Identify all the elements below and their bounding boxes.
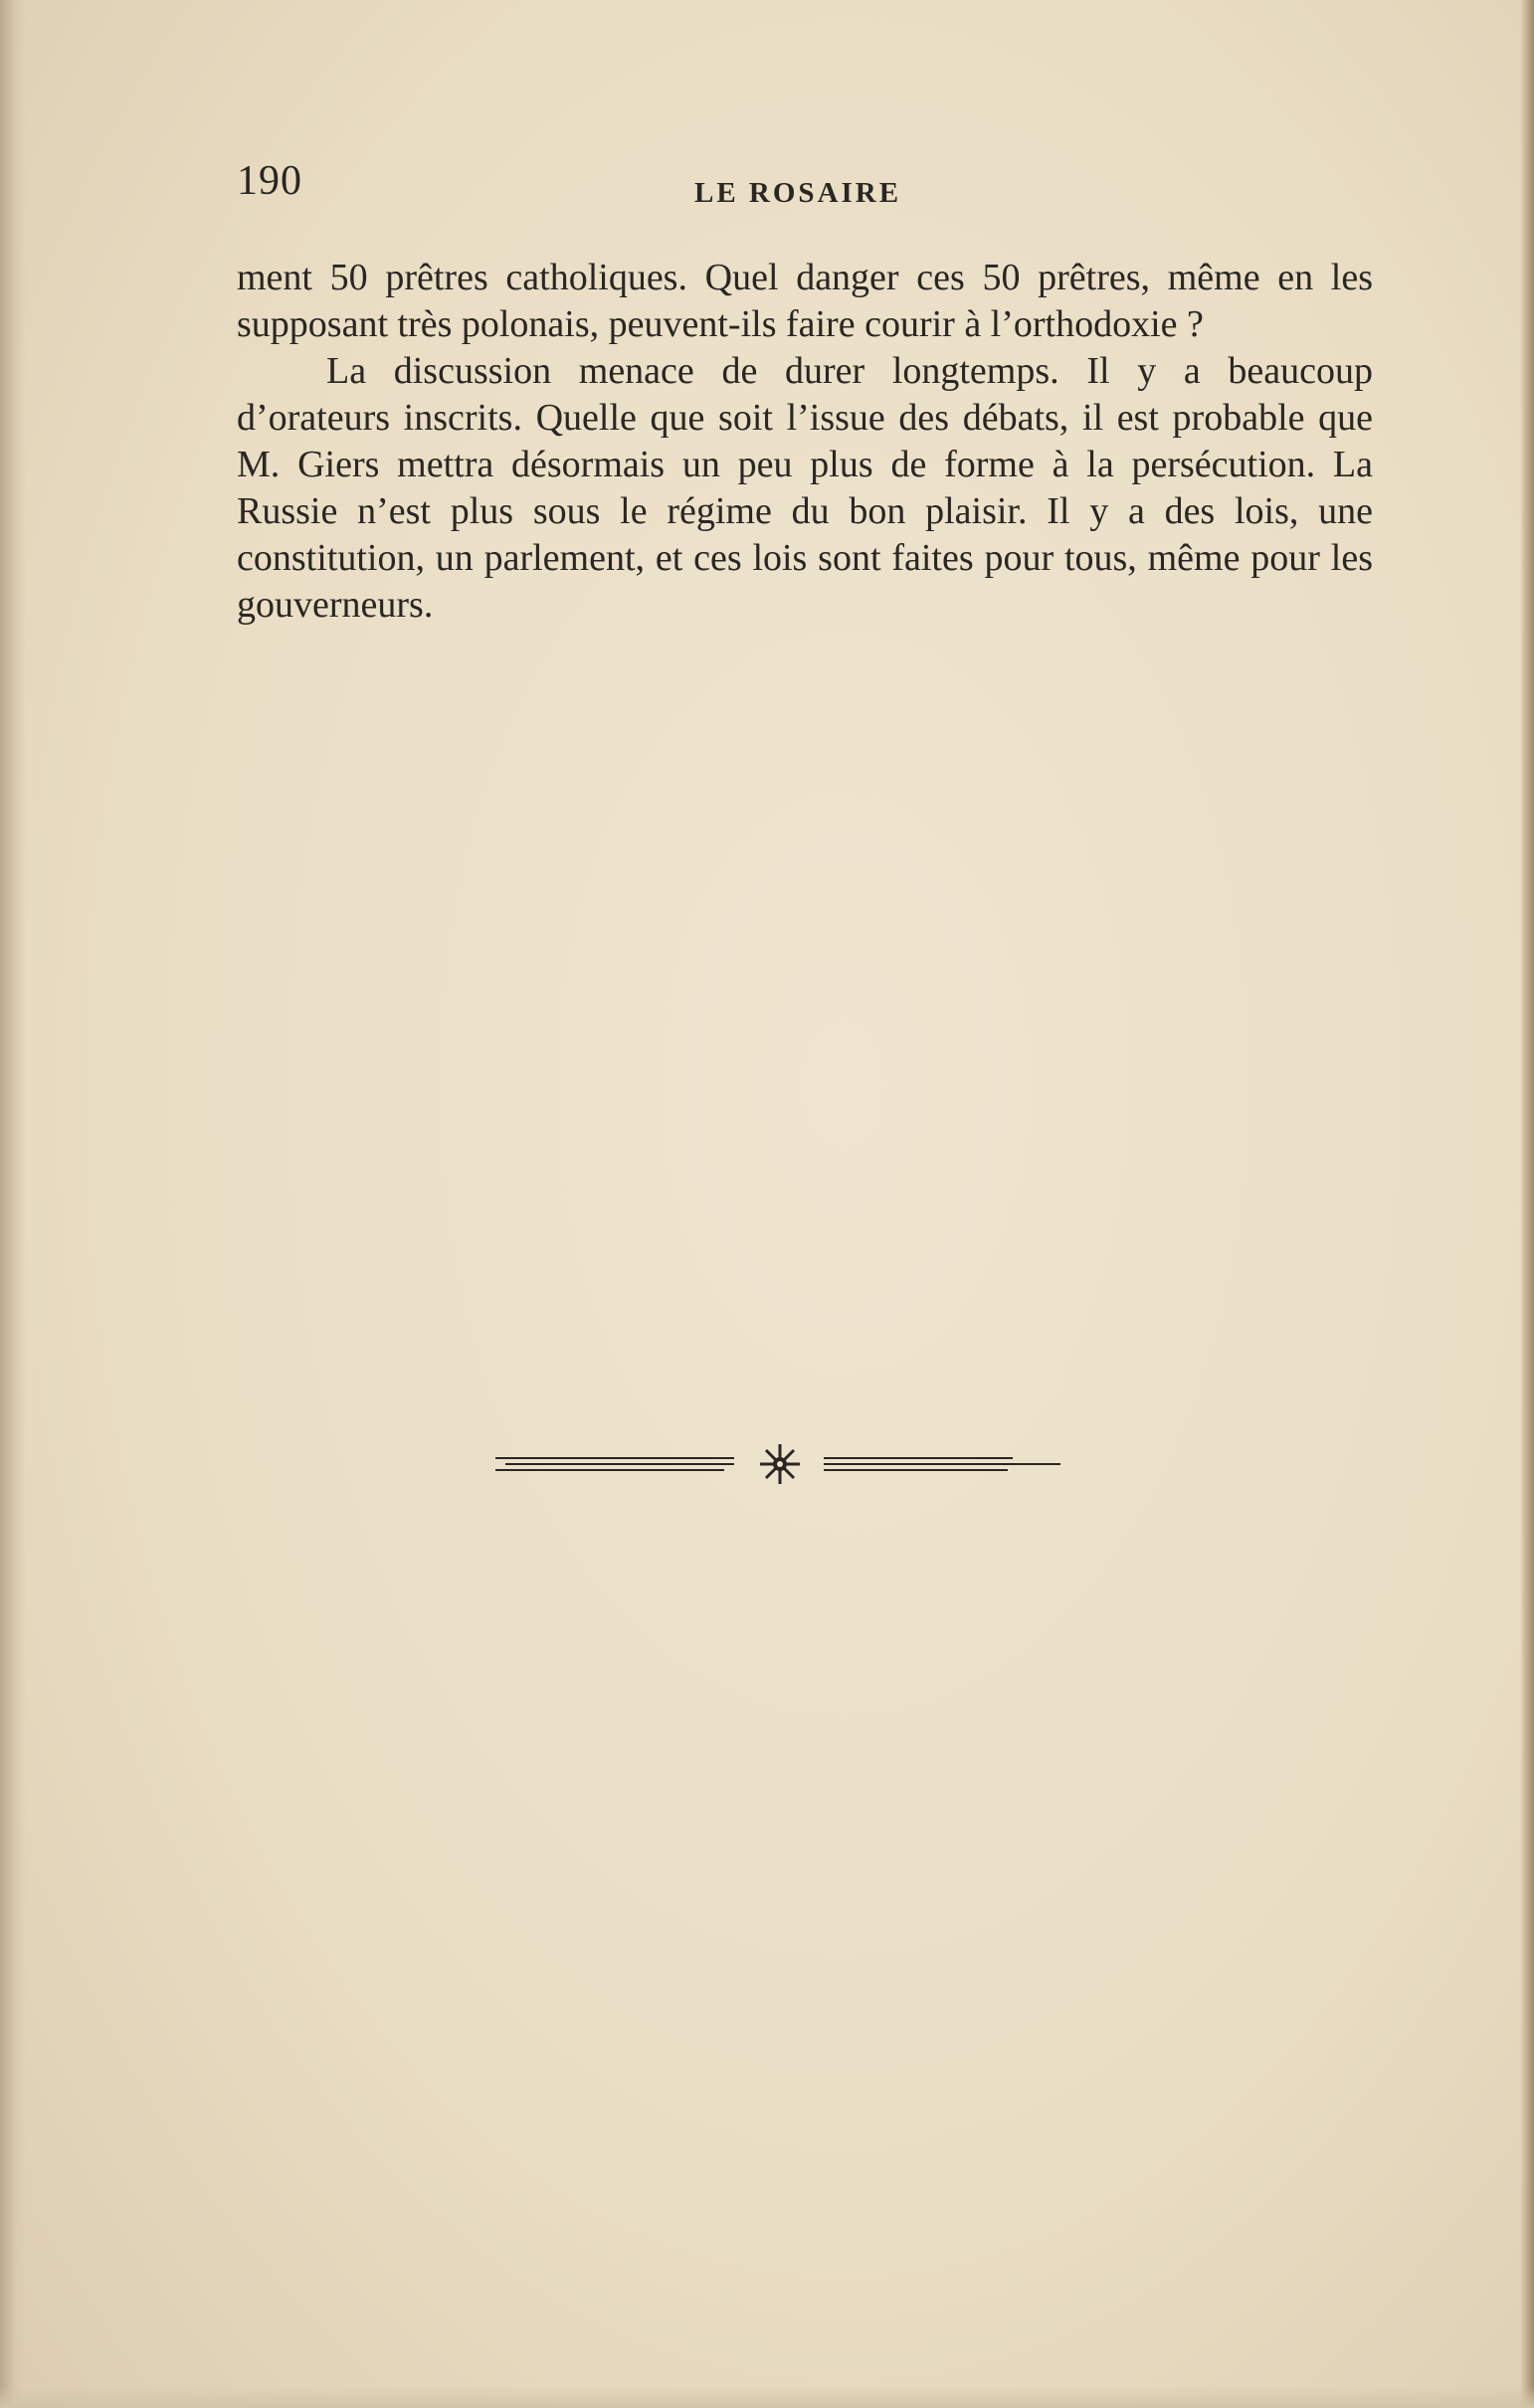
page-bottom-edge: [0, 2386, 1534, 2408]
page-binding-edge: [0, 0, 26, 2408]
paragraph: La discussion menace de durer longtemps. Il y a beaucoup d’orateurs inscrits. Quelle que soit l’issue des débats, il est probable que M. Giers mettra désormais un peu plus de forme à la persécution. La Russie n’est plus sous le régime du bon plaisir. Il y a des lois, une constitution, un parlement, et ces lois sont faites pour tous, même pour les gouverneurs.: [237, 350, 1373, 626]
sunburst-ornament-icon: [495, 1438, 1060, 1488]
paragraph-continued: ment 50 prêtres catholiques. Quel danger ces 50 prêtres, même en les supposant très polonais, peuvent-ils faire courir à l’orthodoxie ?: [237, 257, 1373, 345]
running-title: LE ROSAIRE: [694, 177, 902, 209]
article-text: [237, 255, 1373, 629]
page-number: 190: [237, 158, 302, 204]
page-right-edge: [1520, 0, 1534, 2408]
